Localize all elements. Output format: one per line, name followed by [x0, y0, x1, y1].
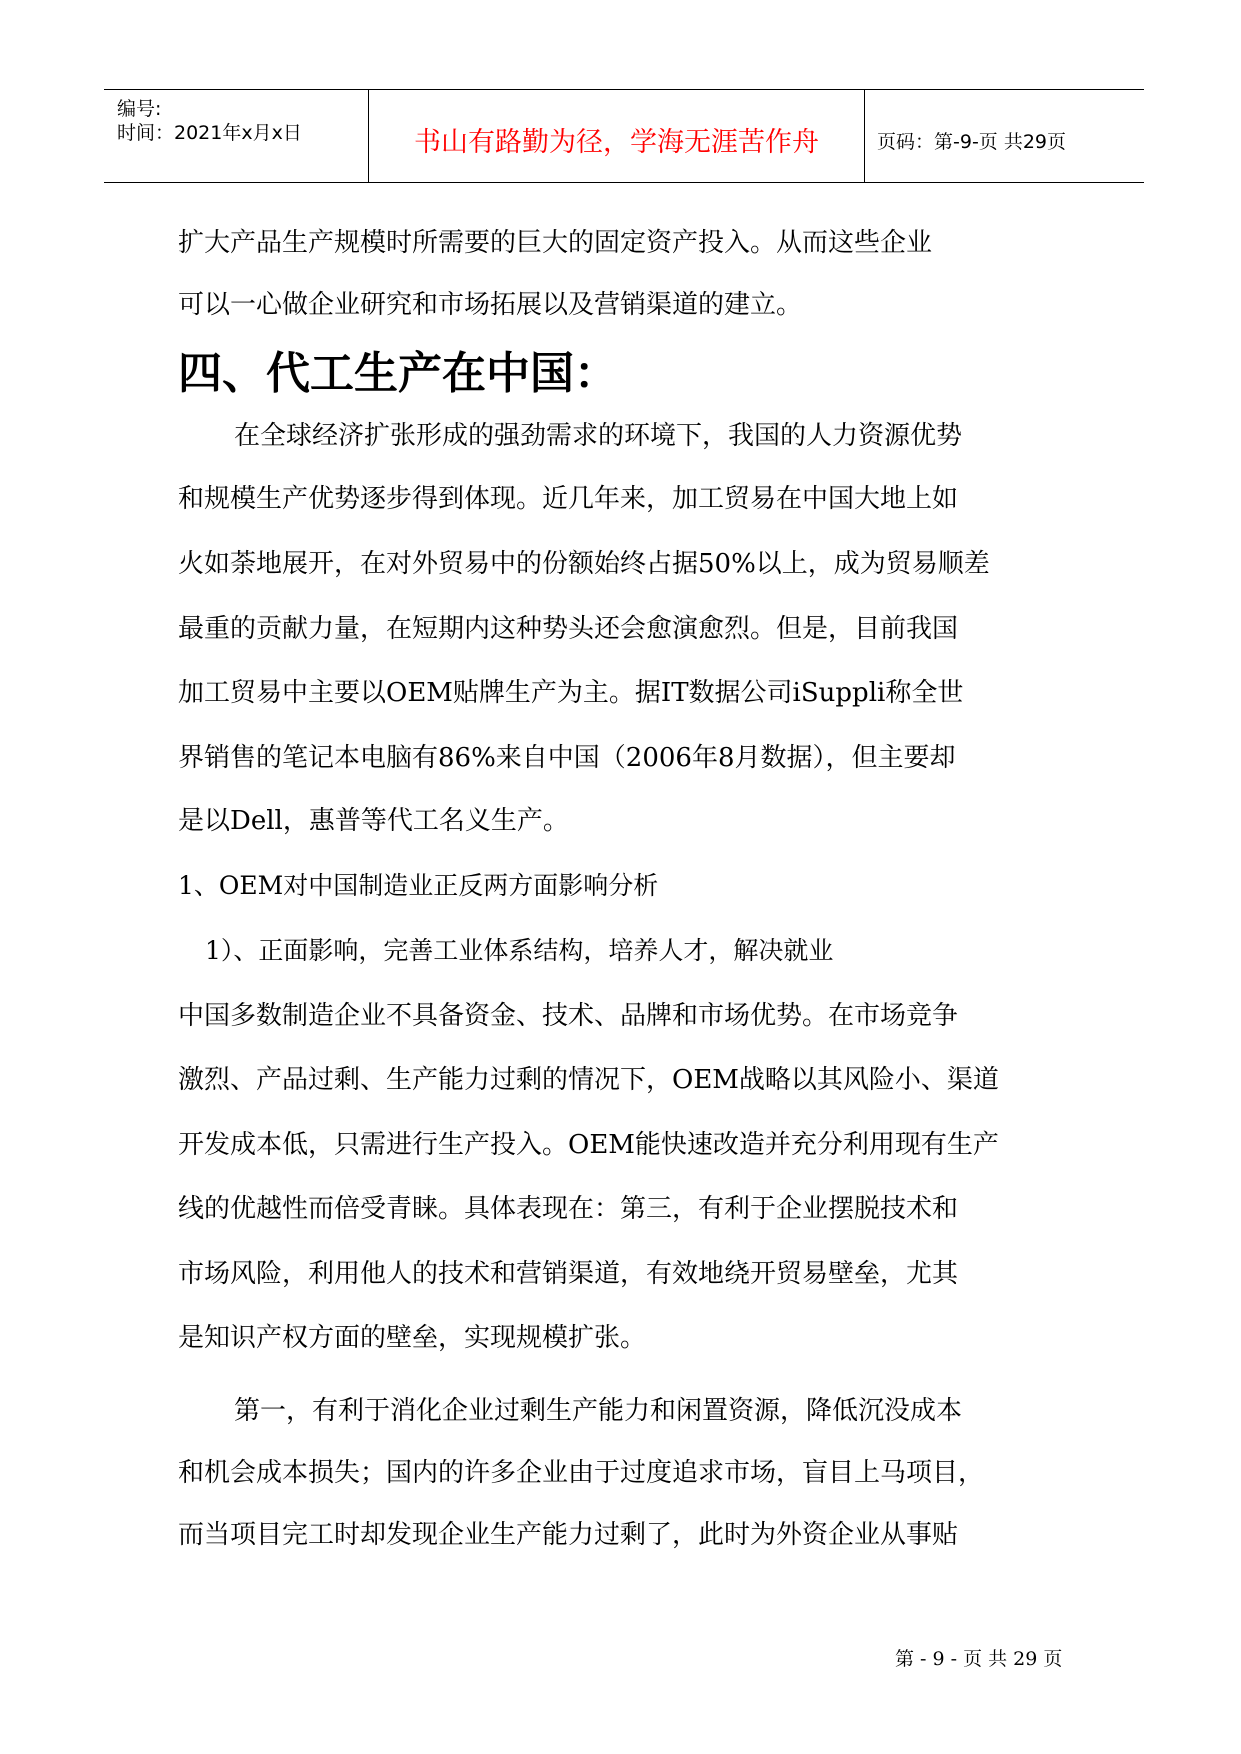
- paragraph-line: 是以Dell，惠普等代工名义生产。: [178, 806, 569, 836]
- paragraph-line: 中国多数制造企业不具备资金、技术、品牌和市场优势。在市场竞争: [178, 1001, 959, 1031]
- paragraph-line: 开发成本低，只需进行生产投入。OEM能快速改造并充分利用现有生产: [178, 1130, 999, 1160]
- subsection-heading: 1、OEM对中国制造业正反两方面影响分析: [178, 871, 659, 900]
- paragraph-line: 最重的贡献力量，在短期内这种势头还会愈演愈烈。但是，目前我国: [178, 614, 959, 644]
- header-motto: 书山有路勤为径，学海无涯苦作舟: [414, 127, 819, 158]
- paragraph-line: 和规模生产优势逐步得到体现。近几年来，加工贸易在中国大地上如: [178, 484, 959, 514]
- document-time-label: 时间：2021年x月x日: [117, 122, 302, 144]
- paragraph-line: 火如荼地展开，在对外贸易中的份额始终占据50%以上，成为贸易顺差: [178, 549, 990, 579]
- paragraph-line: 而当项目完工时却发现企业生产能力过剩了，此时为外资企业从事贴: [178, 1520, 959, 1550]
- paragraph-line: 激烈、产品过剩、生产能力过剩的情况下，OEM战略以其风险小、渠道: [178, 1065, 999, 1095]
- paragraph-line: 在全球经济扩张形成的强劲需求的环境下，我国的人力资源优势: [234, 421, 963, 451]
- header-motto-cell: [369, 90, 865, 182]
- paragraph-line: 是知识产权方面的壁垒，实现规模扩张。: [178, 1323, 647, 1353]
- paragraph-line: 线的优越性而倍受青睐。具体表现在：第三，有利于企业摆脱技术和: [178, 1194, 959, 1224]
- paragraph-line: 加工贸易中主要以OEM贴牌生产为主。据IT数据公司iSuppli称全世: [178, 678, 964, 708]
- header-page-number: 页码：第-9-页 共29页: [877, 131, 1067, 153]
- paragraph-line: 界销售的笔记本电脑有86%来自中国（2006年8月数据），但主要却: [178, 743, 956, 773]
- paragraph-line: 市场风险，利用他人的技术和营销渠道，有效地绕开贸易壁垒，尤其: [178, 1259, 959, 1289]
- page-header: [104, 89, 1144, 183]
- section-heading: 四、代工生产在中国：: [178, 348, 618, 399]
- header-page-cell: [865, 90, 1144, 182]
- subsubsection-heading: 1）、正面影响，完善工业体系结构，培养人才，解决就业: [205, 936, 834, 965]
- header-info-cell: [104, 90, 369, 182]
- paragraph-line: 可以一心做企业研究和市场拓展以及营销渠道的建立。: [178, 290, 803, 320]
- document-number-label: 编号:: [117, 98, 162, 120]
- page-footer-number: 第 - 9 - 页 共 29 页: [895, 1648, 1063, 1670]
- paragraph-line: 第一，有利于消化企业过剩生产能力和闲置资源，降低沉没成本: [234, 1396, 963, 1426]
- paragraph-line: 和机会成本损失；国内的许多企业由于过度追求市场，盲目上马项目，: [178, 1458, 985, 1488]
- paragraph-line: 扩大产品生产规模时所需要的巨大的固定资产投入。从而这些企业: [178, 228, 933, 258]
